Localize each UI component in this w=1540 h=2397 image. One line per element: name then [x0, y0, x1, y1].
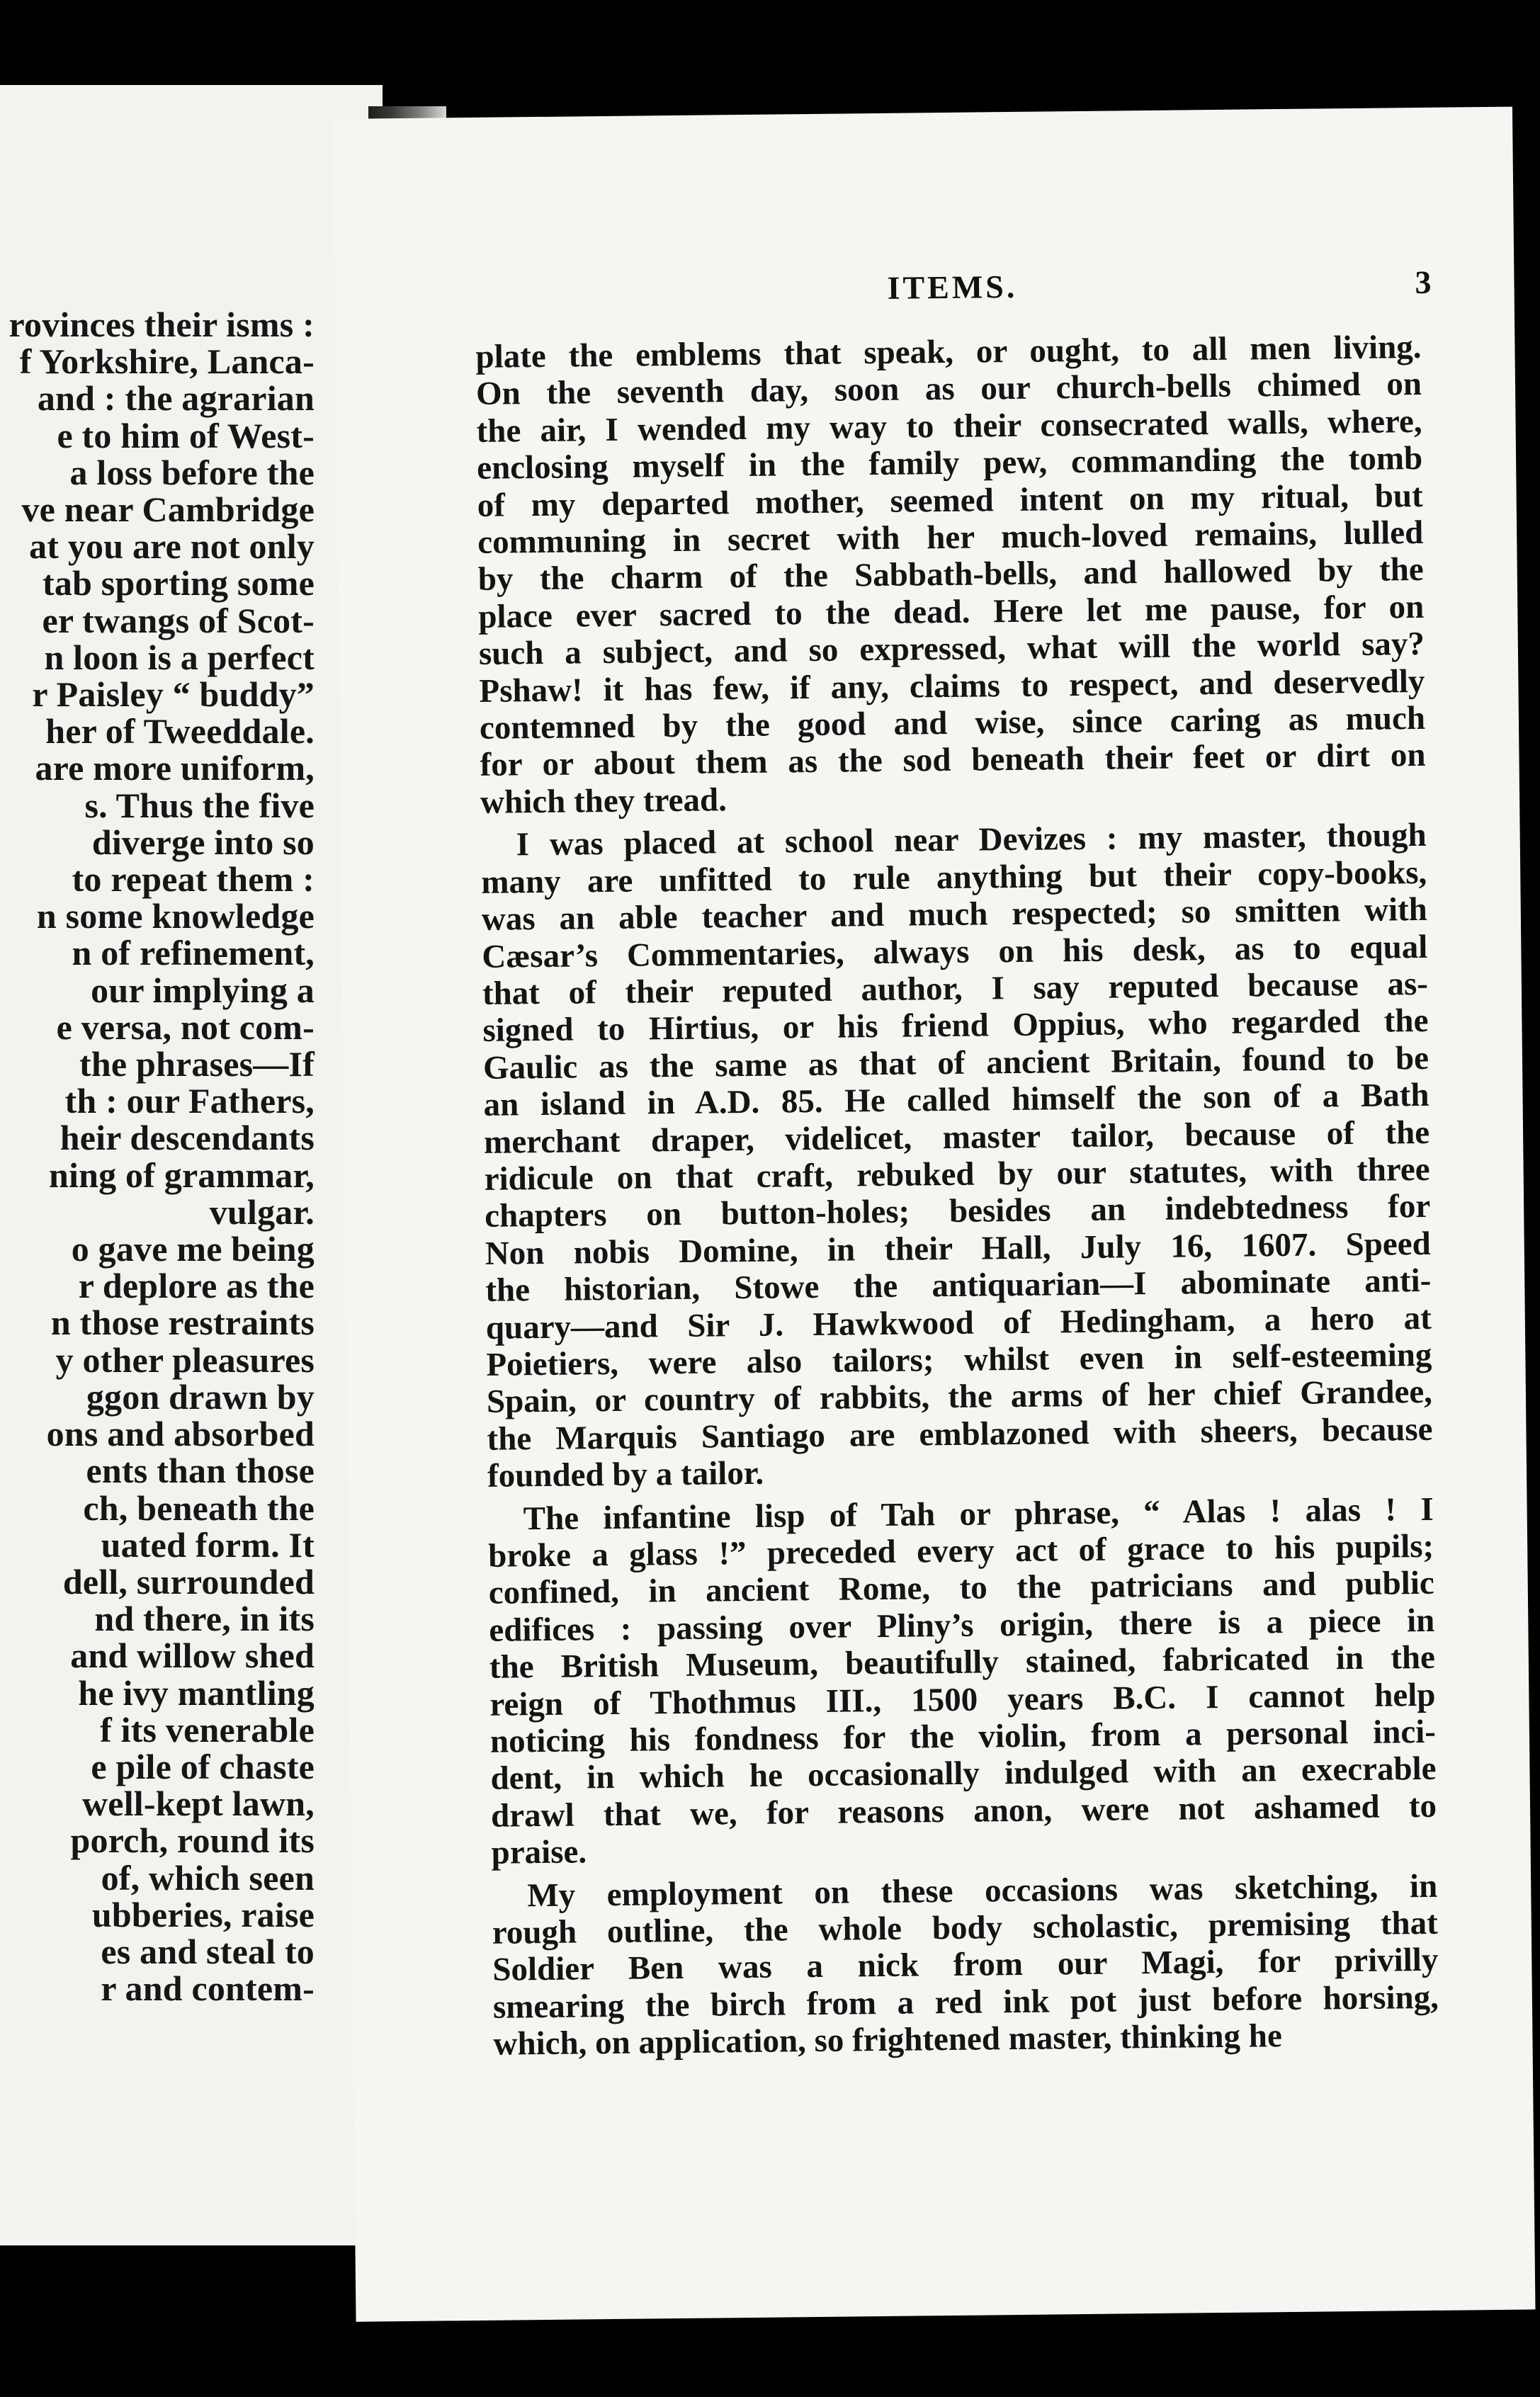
text-line: signed to Hirtius, or his friend Oppius, who regarded the — [482, 1002, 1429, 1050]
text-line: Non nobis Domine, in their Hall, July 16, 1607. Speed — [485, 1225, 1431, 1272]
text-line: merchant draper, videlicet, master tailor, because of the — [483, 1114, 1430, 1161]
text-line: enclosing myself in the family pew, commanding the tomb — [476, 440, 1423, 487]
text-line: Pshaw! it has few, if any, claims to respect, and deservedly — [479, 662, 1425, 710]
left-page-line: es and steal to — [101, 1931, 315, 1971]
text-line: quary—and Sir J. Hawkwood of Hedingham, a hero at — [485, 1299, 1432, 1347]
text-line: I was placed at school near Devizes : my master, though — [516, 817, 1427, 863]
left-page-line: the phrases—If — [79, 1044, 315, 1084]
text-line: Cæsar’s Commentaries, always on his desk, as to equal — [482, 928, 1428, 975]
left-page-line: a loss before the — [69, 452, 315, 492]
text-line: which they tread. — [480, 781, 727, 821]
text-line: chapters on button-holes; besides an indebtedness for — [484, 1188, 1431, 1235]
left-page-line: at you are not only — [29, 526, 315, 567]
text-line: communing in secret with her much-loved remains, lulled — [477, 514, 1424, 561]
text-line: of my departed mother, seemed intent on my ritual, but — [477, 477, 1423, 524]
text-line: plate the emblems that speak, or ought, to all men living. — [475, 328, 1422, 375]
left-page-line: of, which seen — [101, 1857, 315, 1898]
left-page-line: ents than those — [86, 1451, 315, 1491]
right-page — [333, 107, 1535, 2322]
text-line: for or about them as the sod beneath their feet or dirt on — [480, 737, 1426, 784]
left-page-line: vulgar. — [209, 1191, 315, 1232]
text-line: broke a glass !” preceded every act of grace to his pupils; — [487, 1527, 1434, 1575]
running-head: ITEMS. — [887, 268, 1018, 306]
text-line: praise. — [491, 1833, 587, 1872]
left-page-line: he ivy mantling — [78, 1672, 315, 1713]
left-page-line: diverge into so — [91, 822, 315, 862]
paragraph — [475, 329, 1426, 821]
left-page-line: and : the agrarian — [37, 378, 315, 419]
left-page-line: r deplore as the — [78, 1266, 315, 1306]
left-page-line: e versa, not com- — [56, 1007, 315, 1047]
left-page-line: porch, round its — [70, 1820, 315, 1861]
left-page-line: heir descendants — [60, 1118, 315, 1158]
left-page-line: ubberies, raise — [91, 1894, 315, 1934]
text-line: My employment on these occasions was sketching, in — [527, 1867, 1438, 1914]
left-page-line: rovinces their isms : — [9, 305, 315, 344]
left-page-line: our implying a — [91, 970, 315, 1010]
text-line: such a subject, and so expressed, what will the world say? — [478, 625, 1425, 673]
left-page-line: ning of grammar, — [49, 1155, 315, 1195]
left-page-line: s. Thus the five — [84, 785, 315, 825]
left-page-line: to repeat them : — [72, 859, 315, 900]
text-line: dent, in which he occasionally indulged with an execrable — [490, 1750, 1437, 1798]
text-line: reign of Thothmus III., 1500 years B.C. I cannot help — [489, 1676, 1436, 1723]
text-line: the historian, Stowe the antiquarian—I abominate anti- — [485, 1262, 1432, 1309]
text-line: that of their reputed author, I say reputed because as- — [482, 965, 1429, 1012]
paragraph — [492, 1867, 1439, 2063]
left-page-line: f Yorkshire, Lanca- — [19, 341, 315, 382]
text-line: the Marquis Santiago are emblazoned with sheers, because — [487, 1410, 1433, 1458]
left-page-line: o gave me being — [71, 1229, 315, 1269]
text-line: Soldier Ben was a nick from our Magi, for privilly — [492, 1942, 1439, 1989]
text-line: The infantine lisp of Tah or phrase, “ Alas ! alas ! I — [523, 1490, 1434, 1537]
left-page-text — [0, 306, 315, 2007]
left-page-line: nd there, in its — [94, 1599, 315, 1639]
left-page-line: n those restraints — [50, 1303, 315, 1343]
left-page-line: e pile of chaste — [91, 1746, 315, 1786]
page-number: 3 — [1415, 264, 1432, 301]
left-page — [0, 85, 383, 2245]
left-page-line: her of Tweeddale. — [45, 711, 315, 752]
text-line: was an able teacher and much respected; so smitten with — [481, 890, 1428, 938]
text-line: Gaulic as the same as that of ancient Britain, found to be — [482, 1039, 1429, 1087]
text-line: the air, I wended my way to their consecrated walls, where, — [476, 402, 1422, 450]
text-line: confined, in ancient Rome, to the patricians and public — [488, 1565, 1435, 1612]
left-page-line: n loon is a perfect — [44, 637, 315, 677]
paragraph — [480, 817, 1433, 1495]
text-line: which, on application, so frightened master, thinking he — [493, 2017, 1283, 2063]
left-page-line: e to him of West- — [57, 415, 315, 455]
left-page-line: th : our Fathers, — [64, 1081, 315, 1121]
left-page-line: y other pleasures — [55, 1339, 315, 1380]
text-line: rough outline, the whole body scholastic, premising that — [492, 1904, 1439, 1951]
left-page-line: n of refinement, — [72, 933, 315, 973]
text-line: an island in A.D. 85. He called himself the son of a Bath — [483, 1076, 1429, 1123]
text-line: contemned by the good and wise, since caring as much — [479, 699, 1426, 747]
paragraph — [487, 1490, 1437, 1871]
text-line: noticing his fondness for the violin, from a personal inci- — [489, 1713, 1437, 1760]
text-line: edifices : passing over Pliny’s origin, there is a piece in — [489, 1602, 1435, 1649]
left-page-line: uated form. It — [101, 1524, 315, 1565]
text-line: drawl that we, for reasons anon, were not ashamed to — [490, 1787, 1437, 1835]
text-line: smearing the birch from a red ink pot just before horsing, — [492, 1978, 1439, 2026]
left-page-line: r and contem- — [101, 1968, 315, 2009]
left-page-line: and willow shed — [70, 1636, 315, 1676]
left-page-line: dell, surrounded — [62, 1561, 315, 1602]
text-line: founded by a tailor. — [487, 1454, 764, 1495]
left-page-line: r Paisley “ buddy” — [32, 674, 315, 715]
left-page-line: ons and absorbed — [46, 1414, 315, 1454]
text-line: the British Museum, beautifully stained, fabricated in the — [489, 1639, 1436, 1687]
left-page-line: well-kept lawn, — [82, 1784, 315, 1824]
text-line: Spain, or country of rabbits, the arms of her chief Grandee, — [486, 1373, 1433, 1421]
text-line: by the charm of the Sabbath-bells, and hallowed by the — [477, 551, 1425, 599]
left-page-line: tab sporting some — [43, 563, 315, 604]
text-line: many are unfitted to rule anything but their copy-books, — [481, 854, 1427, 901]
left-page-line: ch, beneath the — [83, 1488, 315, 1528]
left-page-line: f its venerable — [100, 1709, 315, 1750]
left-page-line: ggon drawn by — [86, 1376, 315, 1417]
body-text — [475, 329, 1439, 2069]
text-line: ridicule on that craft, rebuked by our statutes, with three — [484, 1150, 1430, 1198]
text-line: place ever sacred to the dead. Here let me pause, for on — [478, 588, 1425, 635]
left-page-line: er twangs of Scot- — [42, 600, 315, 640]
text-line: On the seventh day, soon as our church-bells chimed on — [475, 366, 1422, 413]
left-page-line: ve near Cambridge — [21, 489, 315, 530]
text-line: Poietiers, were also tailors; whilst even in self-esteeming — [486, 1336, 1432, 1383]
left-page-line: are more uniform, — [35, 748, 315, 788]
left-page-line: n some knowledge — [36, 896, 315, 936]
